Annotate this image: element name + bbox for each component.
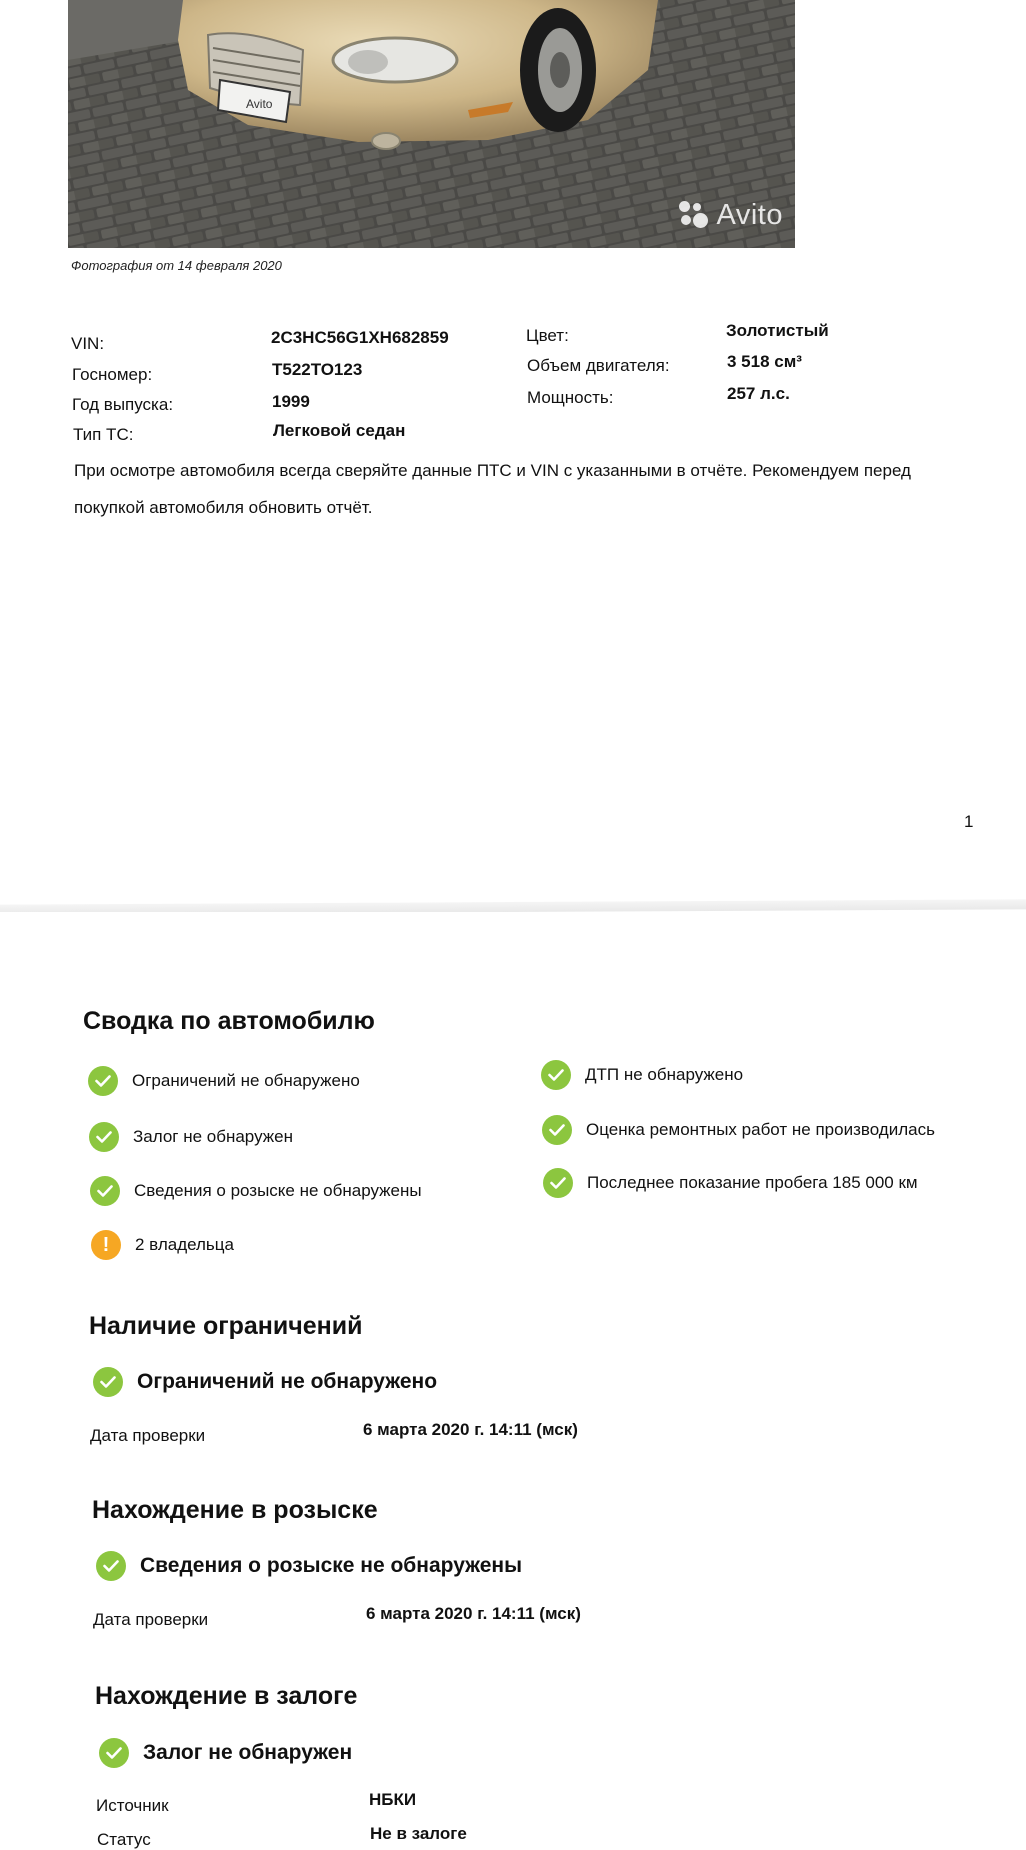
avito-watermark: [679, 199, 783, 232]
check-icon: [96, 1551, 126, 1581]
verification-note: При осмотре автомобиля всегда сверяйте данные ПТС и VIN с указанными в отчёте. Рекомендуем перед покупкой автомобиля обновить отчёт.: [74, 461, 911, 517]
spec-value-plate: Т522ТО123: [272, 360, 363, 379]
pledge-title: Нахождение в залоге: [95, 1682, 358, 1710]
spec-label-power: Мощность:: [527, 388, 614, 407]
summary-item-pledge: [89, 1122, 293, 1152]
car-photo: [68, 0, 795, 248]
summary-item-owners: [91, 1230, 234, 1260]
check-icon: [541, 1060, 571, 1090]
pledge-result-text: Залог не обнаружен: [143, 1741, 353, 1764]
avito-logo-icon: [679, 201, 711, 231]
spec-value-power: 257 л.с.: [727, 384, 790, 403]
summary-item-text: Ограничений не обнаружено: [132, 1071, 360, 1090]
restrictions-result: [93, 1367, 437, 1397]
spec-label-year: Год выпуска:: [72, 395, 174, 414]
check-icon: [88, 1066, 118, 1096]
pledge-status-value: Не в залоге: [370, 1824, 467, 1843]
check-icon: [89, 1122, 119, 1152]
summary-item-restrictions: [88, 1066, 360, 1096]
spec-label-type: Тип ТС:: [73, 425, 134, 444]
summary-item-text: 2 владельца: [135, 1235, 234, 1254]
wanted-check-date: 6 марта 2020 г. 14:11 (мск): [366, 1604, 581, 1623]
warning-icon: !: [91, 1230, 121, 1260]
check-icon: [542, 1115, 572, 1145]
summary-item-text: Сведения о розыске не обнаружены: [134, 1181, 422, 1200]
spec-label-color: Цвет:: [526, 326, 569, 345]
summary-item-wanted: [90, 1176, 422, 1206]
wanted-title: Нахождение в розыске: [92, 1496, 378, 1524]
spec-value-engine: 3 518 см³: [727, 352, 802, 371]
summary-item-text: ДТП не обнаружено: [585, 1065, 744, 1084]
summary-title: Сводка по автомобилю: [83, 1007, 375, 1035]
pledge-result: [99, 1738, 352, 1768]
restrictions-result-text: Ограничений не обнаружено: [137, 1370, 438, 1393]
wanted-check-label: Дата проверки: [93, 1610, 209, 1629]
spec-value-type: Легковой седан: [273, 421, 406, 440]
pledge-source-value: НБКИ: [369, 1790, 417, 1809]
summary-item-text: Залог не обнаружен: [133, 1127, 293, 1146]
pledge-source-label: Источник: [96, 1796, 169, 1815]
page-number: 1: [964, 812, 974, 831]
report-page-1: [0, 0, 1026, 910]
report-page-2: [0, 912, 1026, 1850]
spec-value-year: 1999: [272, 392, 310, 411]
spec-label-plate: Госномер:: [72, 365, 153, 384]
summary-item-text: Оценка ремонтных работ не производилась: [586, 1120, 935, 1139]
avito-watermark-text: Avito: [716, 199, 783, 231]
pledge-status-label: Статус: [97, 1830, 151, 1849]
spec-value-vin: 2C3HC56G1XH682859: [271, 328, 449, 347]
photo-caption: Фотография от 14 февраля 2020: [71, 258, 282, 273]
summary-item-repairs: [542, 1115, 935, 1145]
restrictions-title: Наличие ограничений: [89, 1312, 363, 1340]
check-icon: [90, 1176, 120, 1206]
check-icon: [93, 1367, 123, 1397]
summary-item-accidents: [541, 1060, 743, 1090]
summary-item-mileage: [543, 1168, 918, 1198]
plate-badge-text: Avito: [246, 97, 273, 111]
restrictions-check-date: 6 марта 2020 г. 14:11 (мск): [363, 1420, 578, 1439]
wanted-result-text: Сведения о розыске не обнаружены: [140, 1554, 523, 1577]
check-icon: [543, 1168, 573, 1198]
check-icon: [99, 1738, 129, 1768]
restrictions-check-label: Дата проверки: [90, 1426, 206, 1445]
spec-value-color: Золотистый: [726, 321, 829, 340]
spec-label-vin: VIN:: [71, 334, 105, 353]
wanted-result: [96, 1551, 522, 1581]
spec-label-engine: Объем двигателя:: [527, 356, 670, 375]
summary-item-text: Последнее показание пробега 185 000 км: [587, 1173, 918, 1192]
